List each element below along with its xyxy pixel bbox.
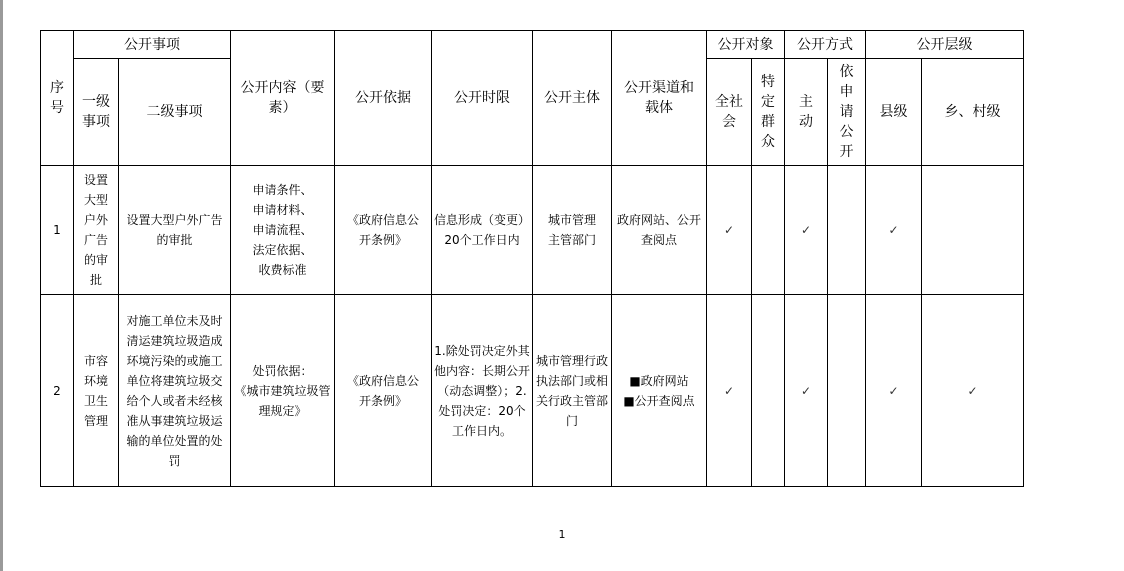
row-basis: 《政府信息公开条例》 bbox=[335, 295, 432, 487]
row-basis: 《政府信息公开条例》 bbox=[335, 166, 432, 295]
row-channel bbox=[612, 295, 707, 487]
content-line: 申请条件、 bbox=[252, 183, 313, 197]
row-target-specific bbox=[752, 166, 785, 295]
header-group-method: 公开方式 bbox=[785, 31, 866, 59]
content-line: 法定依据、 bbox=[252, 243, 313, 257]
header-level-county: 县级 bbox=[866, 59, 922, 166]
row-level1: 市容环境卫生管理 bbox=[74, 295, 119, 487]
row-subject: 城市管理主管部门 bbox=[533, 166, 612, 295]
page-edge bbox=[0, 0, 3, 571]
content-line: 《城市建筑垃圾管理规定》 bbox=[234, 383, 331, 418]
row-method-apply bbox=[828, 295, 866, 487]
page-number: 1 bbox=[558, 528, 566, 541]
header-method-apply: 依申请公开 bbox=[828, 59, 866, 166]
row-method-active: ✓ bbox=[785, 295, 828, 487]
header-row-1 bbox=[41, 31, 1024, 59]
header-subject: 公开主体 bbox=[533, 31, 612, 166]
content-line: 处罚依据： bbox=[252, 363, 313, 378]
channel-line: 政府网站、公开查阅点 bbox=[616, 213, 701, 247]
row-method-apply bbox=[828, 166, 866, 295]
row-seq: 1 bbox=[41, 166, 74, 295]
row-method-active: ✓ bbox=[785, 166, 828, 295]
row-subject: 城市管理行政执法部门或相关行政主管部门 bbox=[533, 295, 612, 487]
row-level2: 设置大型户外广告的审批 bbox=[119, 166, 231, 295]
row-level2: 对施工单位未及时清运建筑垃圾造成环境污染的或施工单位将建筑垃圾交给个人或者未经核准从事建筑垃圾运输的单位处置的处罚 bbox=[119, 295, 231, 487]
header-time-limit: 公开时限 bbox=[432, 31, 533, 166]
row-content bbox=[231, 166, 335, 295]
row-content bbox=[231, 295, 335, 487]
row-target-specific bbox=[752, 295, 785, 487]
header-group-public-items: 公开事项 bbox=[74, 31, 231, 59]
content-line: 收费标准 bbox=[258, 263, 307, 277]
header-group-target: 公开对象 bbox=[707, 31, 785, 59]
channel-line: ■公开查阅点 bbox=[623, 393, 695, 408]
header-channel: 公开渠道和载体 bbox=[612, 31, 707, 166]
header-level1: 一级事项 bbox=[74, 59, 119, 166]
header-level-village: 乡、村级 bbox=[922, 59, 1024, 166]
header-level2: 二级事项 bbox=[119, 59, 231, 166]
content-line: 申请流程、 bbox=[252, 223, 313, 237]
row-level-village bbox=[922, 166, 1024, 295]
header-basis: 公开依据 bbox=[335, 31, 432, 166]
row-seq: 2 bbox=[41, 295, 74, 487]
disclosure-table bbox=[40, 30, 1024, 487]
table-row bbox=[41, 295, 1024, 487]
row-level1: 设置大型户外广告的审批 bbox=[74, 166, 119, 295]
header-seq: 序号 bbox=[41, 31, 74, 166]
table-row bbox=[41, 166, 1024, 295]
row-level-county: ✓ bbox=[866, 295, 922, 487]
row-time-limit: 信息形成（变更）20个工作日内 bbox=[432, 166, 533, 295]
header-method-active: 主动 bbox=[785, 59, 828, 166]
header-target-all: 全社会 bbox=[707, 59, 752, 166]
header-group-level: 公开层级 bbox=[866, 31, 1024, 59]
header-target-specific: 特定群众 bbox=[752, 59, 785, 166]
row-time-limit: 1.除处罚决定外其他内容：长期公开（动态调整）；2.处罚决定：20个工作日内。 bbox=[432, 295, 533, 487]
row-target-all: ✓ bbox=[707, 166, 752, 295]
row-target-all: ✓ bbox=[707, 295, 752, 487]
header-content: 公开内容（要素） bbox=[231, 31, 335, 166]
row-level-county: ✓ bbox=[866, 166, 922, 295]
row-channel bbox=[612, 166, 707, 295]
row-level-village: ✓ bbox=[922, 295, 1024, 487]
channel-line: ■政府网站 bbox=[629, 373, 689, 388]
content-line: 申请材料、 bbox=[252, 203, 313, 217]
